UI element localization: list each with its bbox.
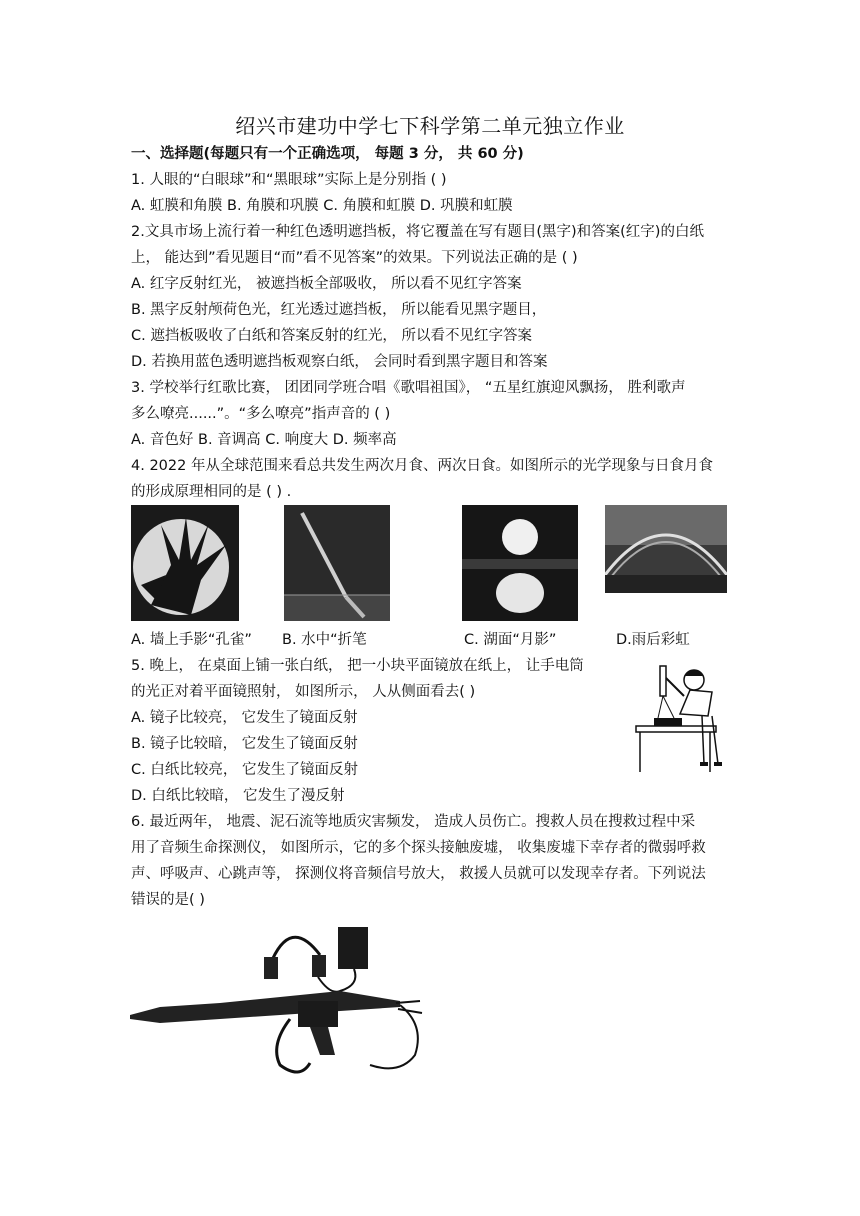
flashlight-mirror-illustration [632, 656, 730, 774]
q2-option-a: A. 红字反射红光， 被遮挡板全部吸收， 所以看不见红字答案 [131, 276, 522, 292]
q3-stem-1: 3. 学校举行红歌比赛， 团团同学班合唱《歌唱祖国》， “五星红旗迎风飘扬， 胜利歌声 [131, 380, 686, 396]
section-heading: 一、选择题(每题只有一个正确选项， 每题 3 分， 共 60 分) [131, 146, 524, 162]
q5-option-a: A. 镜子比较亮， 它发生了镜面反射 [131, 710, 358, 726]
q5-option-c: C. 白纸比较亮， 它发生了镜面反射 [131, 762, 358, 778]
q3-stem-2: 多么嘹亮......”。“多么嘹亮”指声音的 ( ) [131, 406, 391, 422]
q4-stem-2: 的形成原理相同的是 ( ) . [131, 484, 292, 500]
q6-stem-2: 用了音频生命探测仪， 如图所示，它的多个探头接触废墟， 收集废墟下幸存者的微弱呼救 [131, 840, 706, 856]
q4-caption-c: C. 湖面“月影” [464, 632, 557, 648]
q4-caption-d: D.雨后彩虹 [616, 632, 690, 648]
q5-option-d: D. 白纸比较暗， 它发生了漫反射 [131, 788, 345, 804]
q2-stem-1: 2.文具市场上流行着一种红色透明遮挡板，将它覆盖在写有题目(黑字)和答案(红字)的白纸 [131, 224, 704, 240]
page-title: 绍兴市建功中学七下科学第二单元独立作业 [235, 114, 625, 138]
q3-options: A. 音色好 B. 音调高 C. 响度大 D. 频率高 [131, 432, 397, 448]
bent-pencil-photo [284, 505, 390, 621]
q6-stem-3: 声、呼吸声、心跳声等， 探测仪将音频信号放大， 救援人员就可以发现幸存者。下列说法 [131, 866, 706, 882]
q2-stem-2: 上， 能达到”看见题目“而”看不见答案”的效果。下列说法正确的是 ( ) [131, 250, 578, 266]
q4-stem-1: 4. 2022 年从全球范围来看总共发生两次月食、两次日食。如图所示的光学现象与日食月食 [131, 458, 713, 474]
q5-option-b: B. 镜子比较暗， 它发生了镜面反射 [131, 736, 358, 752]
rainbow-photo [605, 505, 727, 593]
q5-stem-1: 5. 晚上， 在桌面上铺一张白纸， 把一小块平面镜放在纸上， 让手电筒 [131, 658, 584, 674]
audio-life-detector-illustration [130, 915, 440, 1085]
q1-stem: 1. 人眼的“白眼球”和“黑眼球”实际上是分别指 ( ) [131, 172, 447, 188]
q6-stem-1: 6. 最近两年， 地震、泥石流等地质灾害频发， 造成人员伤亡。搜救人员在搜救过程中采 [131, 814, 696, 830]
q2-option-c: C. 遮挡板吸收了白纸和答案反射的红光， 所以看不见红字答案 [131, 328, 532, 344]
q2-option-d: D. 若换用蓝色透明遮挡板观察白纸， 会同时看到黑字题目和答案 [131, 354, 548, 370]
q1-options: A. 虹膜和角膜 B. 角膜和巩膜 C. 角膜和虹膜 D. 巩膜和虹膜 [131, 198, 513, 214]
q6-stem-4: 错误的是( ) [131, 892, 205, 908]
q4-caption-a: A. 墙上手影“孔雀” [131, 632, 252, 648]
moon-reflection-photo [462, 505, 578, 621]
q4-caption-b: B. 水中“折笔 [282, 632, 367, 648]
hand-shadow-photo [131, 505, 239, 621]
q2-option-b: B. 黑字反射颅荷色光，红光透过遮挡板， 所以能看见黑字题目， [131, 302, 547, 318]
q5-stem-2: 的光正对着平面镜照射， 如图所示， 人从侧面看去( ) [131, 684, 476, 700]
